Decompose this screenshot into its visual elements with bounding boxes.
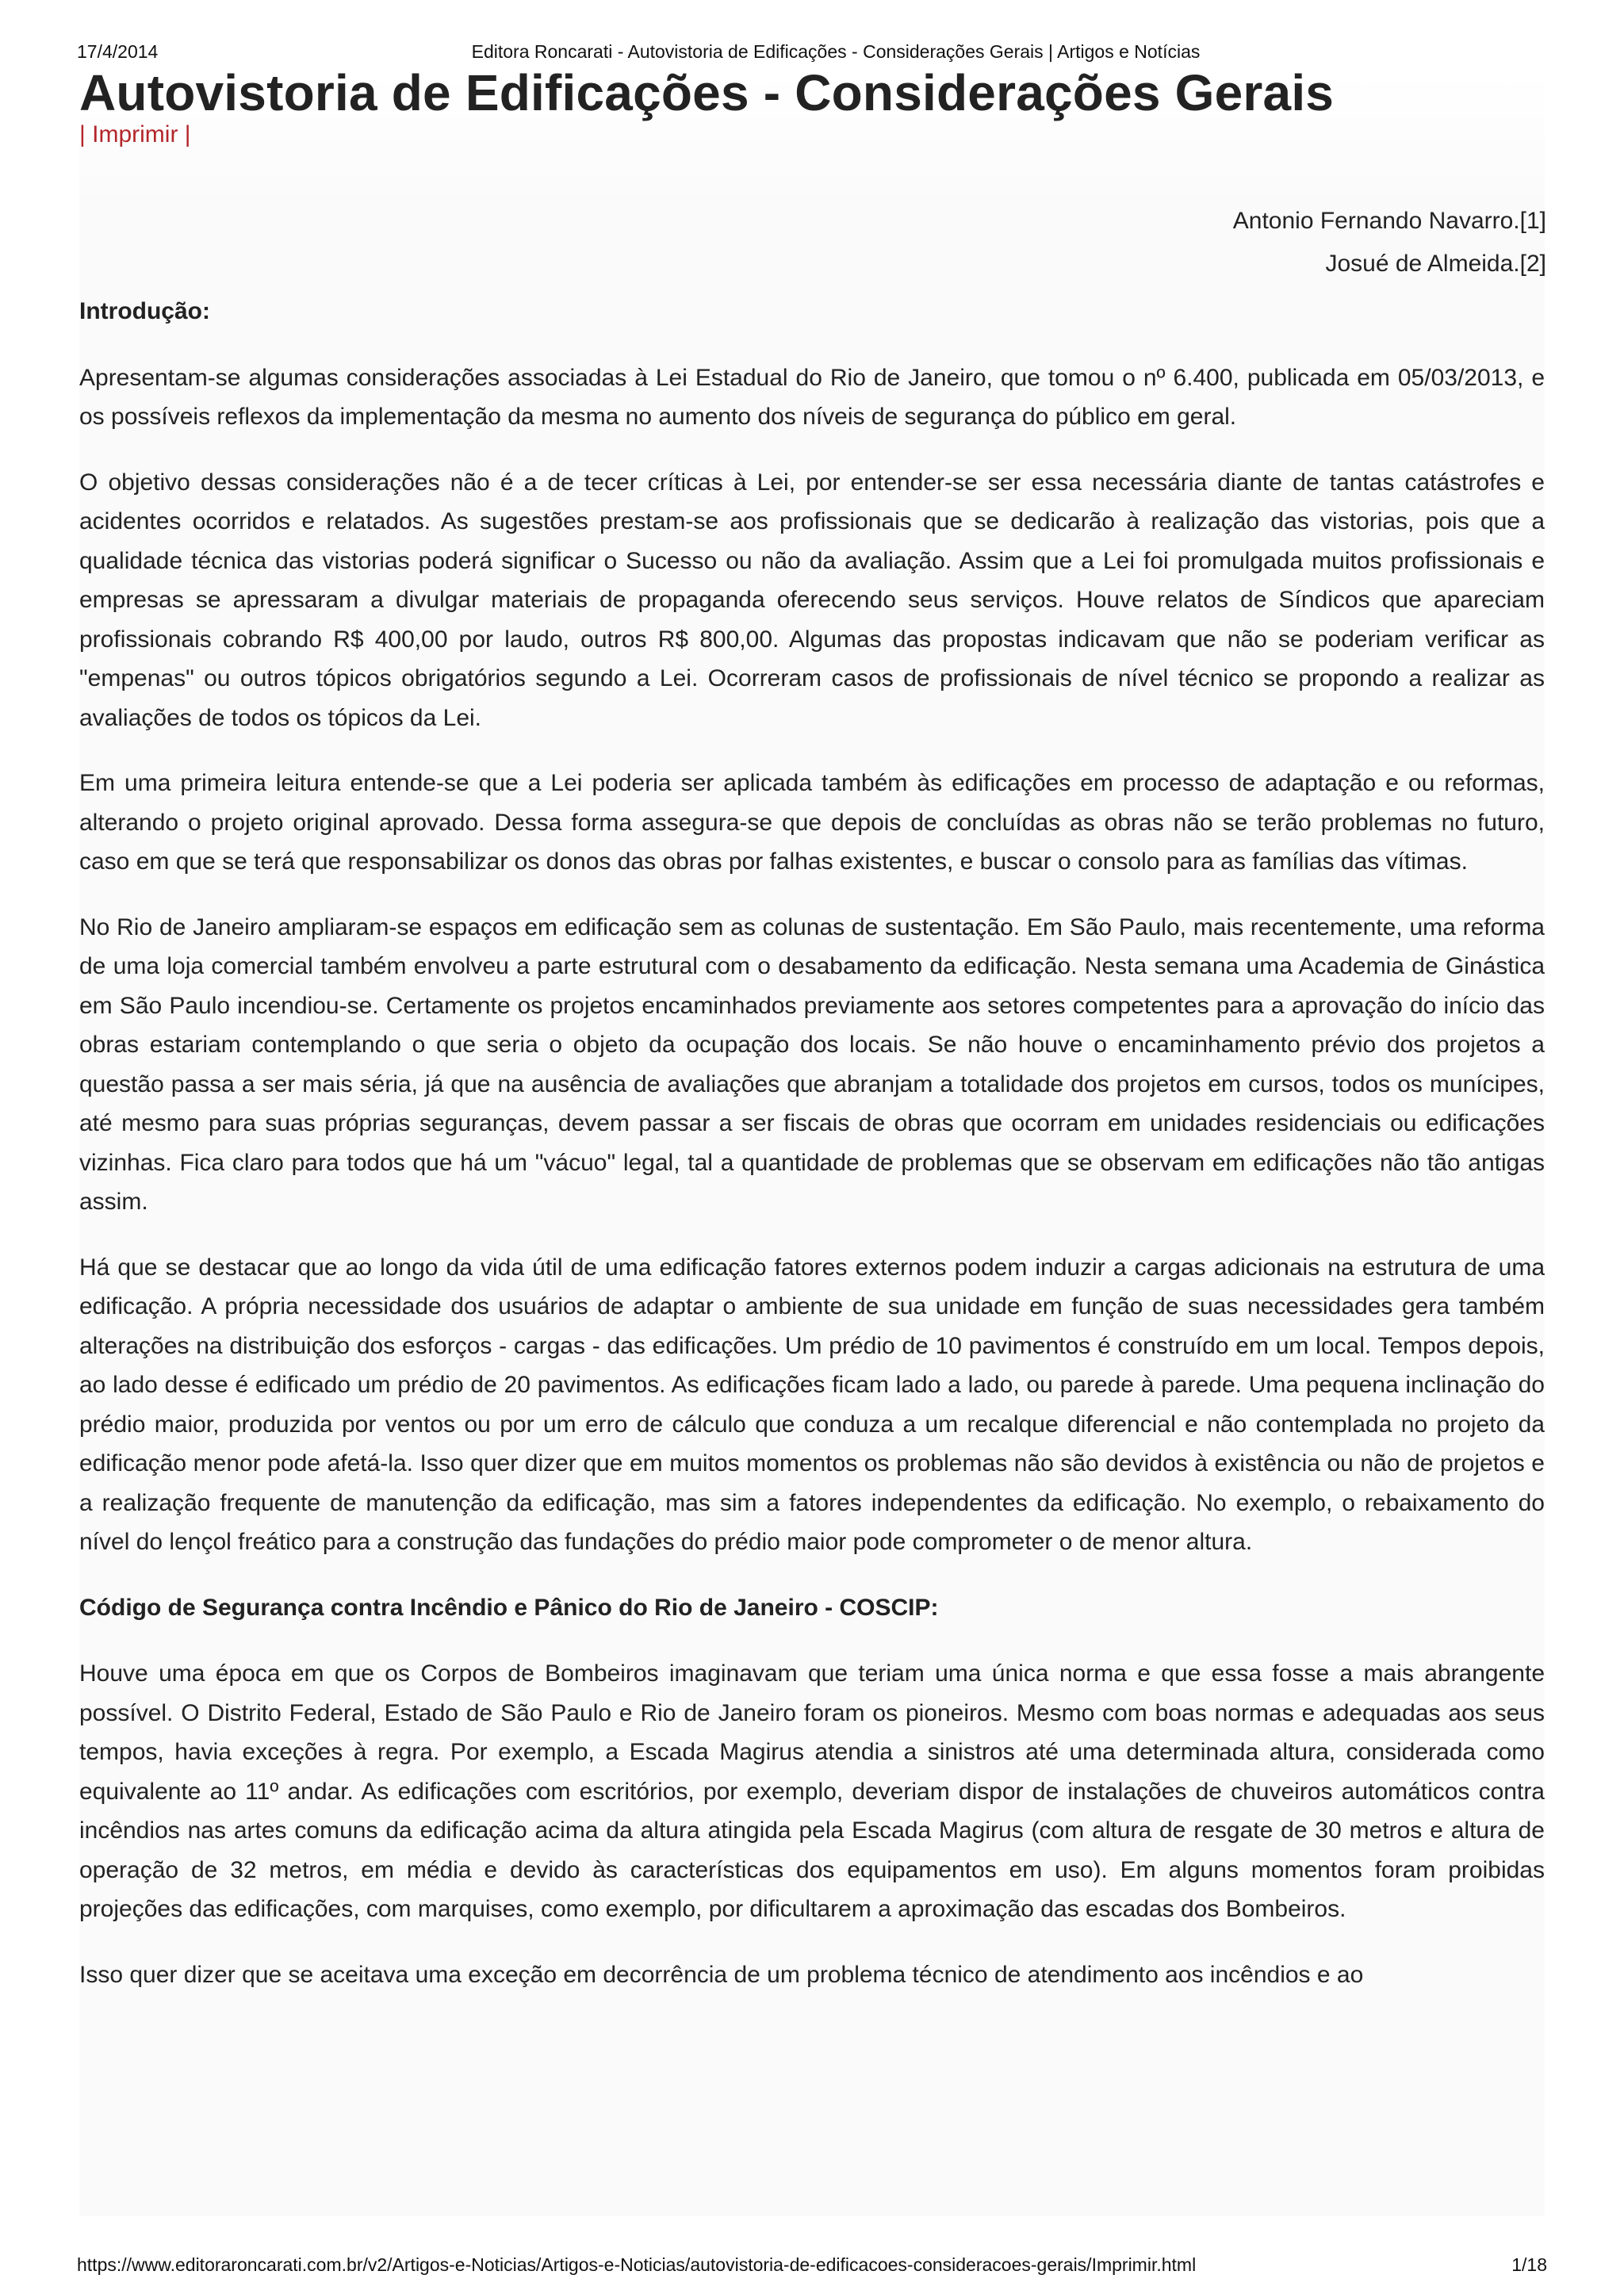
paragraph: Isso quer dizer que se aceitava uma exceção em decorrência de um problema técnico de atendimento aos incêndios e ao: [79, 1961, 1364, 1988]
page-number: 1/18: [1511, 2254, 1547, 2275]
print-page-title: Editora Roncarati - Autovistoria de Edificações - Considerações Gerais | Artigos e Notícias: [471, 41, 1201, 62]
print-link[interactable]: | Imprimir |: [79, 121, 191, 147]
paragraph: Apresentam-se algumas considerações associadas à Lei Estadual do Rio de Janeiro, que tomou o nº 6.400, publicada em 05/03/2013, e os possíveis reflexos da implementação da mesma no aumento dos níveis de segurança do público em geral.: [79, 364, 1545, 430]
section-heading-introducao: Introdução:: [79, 298, 210, 324]
section-heading-coscip: Código de Segurança contra Incêndio e Pânico do Rio de Janeiro - COSCIP:: [79, 1594, 939, 1621]
authors-block: [1233, 200, 1546, 285]
paragraph: O objetivo dessas considerações não é a de tecer críticas à Lei, por entender-se ser essa necessária diante de tantas catástrofes e acidentes ocorridos e relatados. As sugestões prestam-se aos profissionais que se dedicarão à realização das vistorias, pois que a qualidade técnica das vistorias poderá significar o Sucesso ou não da avaliação. Assim que a Lei foi promulgada muitos profissionais e empresas se apressaram a divulgar materiais de propaganda oferecendo seus serviços. Houve relatos de Síndicos que apareciam profissionais cobrando R$ 400,00 por laudo, outros R$ 800,00. Algumas das propostas indicavam que não se poderiam verificar as "empenas" ou outros tópicos obrigatórios segundo a Lei. Ocorreram casos de profissionais de nível técnico se propondo a realizar as avaliações de todos os tópicos da Lei.: [79, 469, 1545, 731]
paragraph: Há que se destacar que ao longo da vida útil de uma edificação fatores externos podem induzir a cargas adicionais na estrutura de uma edificação. A própria necessidade dos usuários de adaptar o ambiente de sua unidade em função de suas necessidades gera também alterações na distribuição dos esforços - cargas - das edificações. Um prédio de 10 pavimentos é construído em um local. Tempos depois, ao lado desse é edificado um prédio de 20 pavimentos. As edificações ficam lado a lado, ou parede à parede. Uma pequena inclinação do prédio maior, produzida por ventos ou por um erro de cálculo que conduza a um recalque diferencial e não contemplada no projeto da edificação menor pode afetá-la. Isso quer dizer que em muitos momentos os problemas não são devidos à existência ou não de projetos e a realização frequente de manutenção da edificação, mas sim a fatores independentes da edificação. No exemplo, o rebaixamento do nível do lençol freático para a construção das fundações do prédio maior pode comprometer o de menor altura.: [79, 1254, 1545, 1555]
page-url: https://www.editoraroncarati.com.br/v2/Artigos-e-Noticias/Artigos-e-Noticias/autovistoria-de-edificacoes-consideracoes-gerais/Imprimir.html: [77, 2254, 1197, 2275]
paragraph: No Rio de Janeiro ampliaram-se espaços em edificação sem as colunas de sustentação. Em São Paulo, mais recentemente, uma reforma de uma loja comercial também envolveu a parte estrutural com o desabamento da edificação. Nesta semana uma Academia de Ginástica em São Paulo incendiou-se. Certamente os projetos encaminhados previamente aos setores competentes para a aprovação do início das obras estariam contemplando o que seria o objeto da ocupação dos locais. Se não houve o encaminhamento prévio dos projetos a questão passa a ser mais séria, já que na ausência de avaliações que abranjam a totalidade dos projetos em cursos, todos os munícipes, até mesmo para suas próprias seguranças, devem passar a ser fiscais de obras que ocorram em unidades residenciais ou edificações vizinhas. Fica claro para todos que há um "vácuo" legal, tal a quantidade de problemas que se observam em edificações não tão antigas assim.: [79, 913, 1545, 1215]
print-date: 17/4/2014: [77, 41, 159, 62]
author-1: Antonio Fernando Navarro.[1]: [1232, 208, 1546, 234]
article-title: Autovistoria de Edificações - Considerações Gerais: [79, 64, 1335, 121]
paragraph: Houve uma época em que os Corpos de Bombeiros imaginavam que teriam uma única norma e que essa fosse a mais abrangente possível. O Distrito Federal, Estado de São Paulo e Rio de Janeiro foram os pioneiros. Mesmo com boas normas e adequadas aos seus tempos, havia exceções à regra. Por exemplo, a Escada Magirus atendia a sinistros até uma determinada altura, considerada como equivalente ao 11º andar. As edificações com escritórios, por exemplo, deveriam dispor de instalações de chuveiros automáticos contra incêndios nas artes comuns da edificação acima da altura atingida pela Escada Magirus (com altura de resgate de 30 metros e altura de operação de 32 metros, em média e devido às características dos equipamentos em uso). Em alguns momentos foram proibidas projeções das edificações, com marquises, como exemplo, por dificultarem a aproximação das escadas dos Bombeiros.: [79, 1660, 1545, 1922]
paragraph: Em uma primeira leitura entende-se que a Lei poderia ser aplicada também às edificações em processo de adaptação e ou reformas, alterando o projeto original aprovado. Dessa forma assegura-se que depois de concluídas as obras não se terão problemas no futuro, caso em que se terá que responsabilizar os donos das obras por falhas existentes, e buscar o consolo para as famílias das vítimas.: [79, 770, 1545, 875]
article-body: [79, 292, 1545, 2020]
print-footer: [77, 2254, 1547, 2281]
author-2: Josué de Almeida.[2]: [1325, 251, 1546, 277]
